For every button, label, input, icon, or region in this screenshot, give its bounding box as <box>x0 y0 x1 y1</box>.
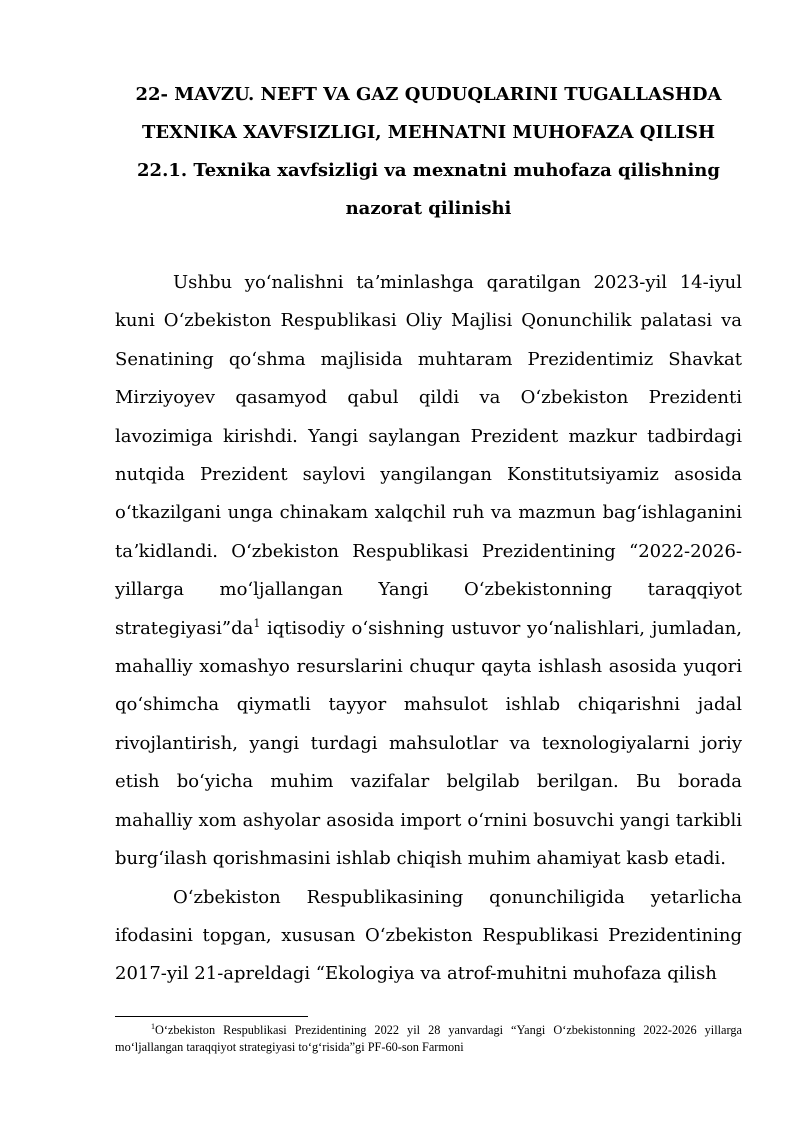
heading-line-1: 22- MAVZU. NEFT VA GAZ QUDUQLARINI TUGALLASHDA <box>135 84 722 105</box>
body-text <box>115 264 742 994</box>
footnote <box>115 1022 742 1056</box>
footnote-reference[interactable]: 1 <box>253 616 261 630</box>
heading-line-2: TEXNIKA XAVFSIZLIGI, MEHNATNI MUHOFAZA QILISH <box>142 122 715 143</box>
section-heading-line-2: nazorat qilinishi <box>345 198 512 219</box>
paragraph-1-text-end: iqtisodiy oʻsishning ustuvor yoʻnalishlari, jumladan, mahalliy xomashyo resurslarini chuqur qayta ishlash asosida yuqori qoʻshimcha qiymatli tayyor mahsulot ishlab chiqarishni jadal rivojlantirish, yangi turdagi mahsulotlar va texnologiyalarni joriy etish boʻyicha muhim vazifalar belgilab berilgan. Bu borada mahalliy xom ashyolar asosida import oʻrnini bosuvchi yangi tarkibli burgʻilash qorishmasini ishlab chiqish muhim ahamiyat kasb etadi. <box>115 617 742 870</box>
section-heading-line-1: 22.1. Texnika xavfsizligi va mexnatni muhofaza qilishning <box>137 160 720 181</box>
footnote-separator <box>115 1016 308 1017</box>
footnote-text: Oʻzbekiston Respublikasi Prezidentining 2022 yil 28 yanvardagi “Yangi Oʻzbekistonning 2022-2026 yillarga moʻljallangan taraqqiyot strategiyasi toʻgʻrisida”gi PF-60-son Farmoni <box>115 1023 742 1054</box>
chapter-heading <box>115 76 742 228</box>
paragraph-2: Oʻzbekiston Respublikasining qonunchiligida yetarlicha ifodasini topgan, xususan Oʻzbekiston Respublikasi Prezidentining 2017-yil 21-apreldagi “Ekologiya va atrof-muhitni muhofaza qilish <box>115 886 742 985</box>
paragraph-1 <box>115 264 742 879</box>
footnote-marker: 1 <box>151 1021 155 1031</box>
paragraph-1-text-start: Ushbu yoʻnalishni taʼminlashga qaratilgan 2023-yil 14-iyul kuni Oʻzbekiston Respublikasi Oliy Majlisi Qonunchilik palatasi va Senatining qoʻshma majlisida muhtaram Prezidentimiz Shavkat Mirziyoyev qasamyod qabul qildi va Oʻzbekiston Prezidenti lavozimiga kirishdi. Yangi saylangan Prezident mazkur tadbirdagi nutqida Prezident saylovi yangilangan Konstitutsiyamiz asosida oʻtkazilgani unga chinakam xalqchil ruh va mazmun bagʻishlaganini taʼkidlandi. Oʻzbekiston Respublikasi Prezidentining “2022-2026-yillarga moʻljallangan Yangi Oʻzbekistonning taraqqiyot strategiyasi”da <box>115 272 742 639</box>
